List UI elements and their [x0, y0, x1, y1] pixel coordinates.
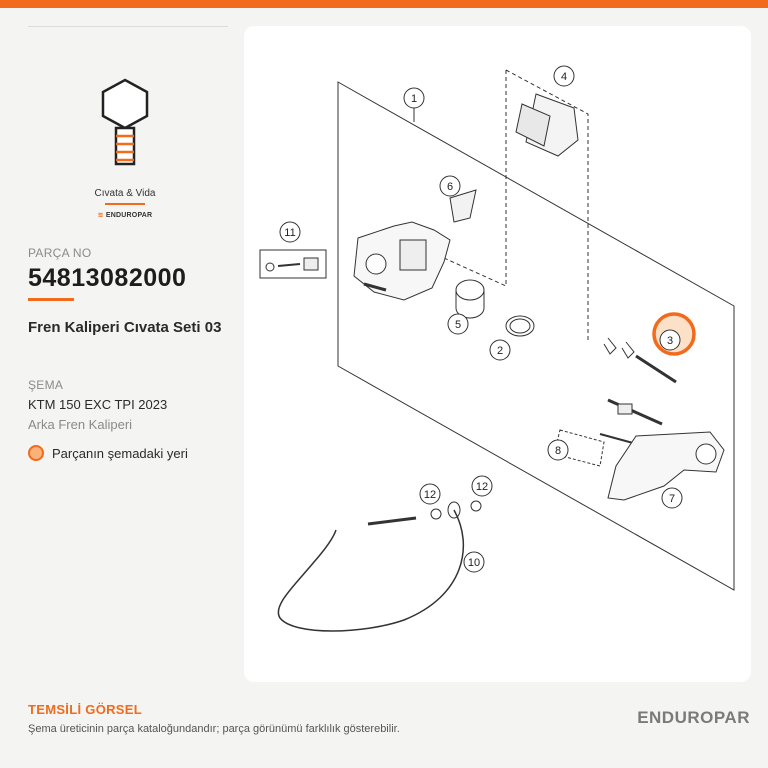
top-divider	[28, 26, 228, 27]
callout-2	[490, 340, 510, 360]
svg-text:2: 2	[496, 345, 504, 357]
logo-brand-text: ENDUROPAR	[105, 212, 153, 219]
svg-text:3: 3	[666, 335, 674, 347]
seal-ring	[506, 316, 534, 336]
callout-4	[554, 66, 574, 86]
bolt-icon	[95, 78, 155, 168]
footer-brand: ENDUROPAR	[637, 708, 750, 727]
caliper	[354, 222, 450, 300]
callout-12a	[420, 484, 440, 504]
category-logo	[60, 78, 190, 218]
callout-5	[448, 314, 468, 334]
callout-10	[464, 552, 484, 572]
callout-7	[662, 488, 682, 508]
schema-model: KTM 150 EXC TPI 2023	[28, 397, 168, 412]
part-number-accent	[28, 298, 74, 301]
bleeder-set	[260, 250, 326, 278]
callout-8	[548, 440, 568, 460]
brand-mark-icon: ≋	[97, 212, 104, 219]
schema-label: ŞEMA	[28, 378, 64, 392]
callout-1	[404, 88, 424, 108]
logo-brand	[60, 211, 190, 219]
part-title: Fren Kaliperi Cıvata Seti 03	[28, 319, 222, 336]
top-accent-bar	[0, 0, 768, 8]
svg-text:12: 12	[423, 489, 437, 501]
schema-subtitle: Arka Fren Kaliperi	[28, 417, 133, 432]
callout-3	[654, 314, 694, 354]
svg-text:11: 11	[284, 227, 296, 239]
legend	[28, 445, 188, 461]
part-number-label: PARÇA NO	[28, 246, 92, 260]
svg-text:7: 7	[668, 493, 676, 505]
diagram-card	[244, 26, 751, 682]
svg-text:12: 12	[475, 481, 489, 493]
svg-text:6: 6	[446, 181, 454, 193]
part-number: 54813082000	[28, 264, 187, 292]
brake-hose	[278, 510, 463, 631]
callout-6	[440, 176, 460, 196]
highlight-marker-icon	[28, 445, 44, 461]
exploded-diagram	[244, 26, 751, 682]
svg-text:8: 8	[554, 445, 562, 457]
category-underline	[105, 203, 145, 205]
disclaimer-note: Şema üreticinin parça kataloğundandır; parça görünümü farklılık gösterebilir.	[28, 723, 400, 735]
piston	[456, 280, 484, 318]
svg-text:4: 4	[560, 71, 568, 83]
svg-text:1: 1	[410, 93, 418, 105]
representative-label: TEMSİLİ GÖRSEL	[28, 702, 142, 717]
legend-text: Parçanın şemadaki yeri	[52, 445, 188, 461]
svg-text:10: 10	[467, 557, 481, 569]
svg-text:5: 5	[454, 319, 462, 331]
callout-11	[280, 222, 300, 242]
callout-12b	[472, 476, 492, 496]
category-name: Cıvata & Vida	[94, 188, 156, 199]
banjo-fittings	[368, 501, 481, 524]
